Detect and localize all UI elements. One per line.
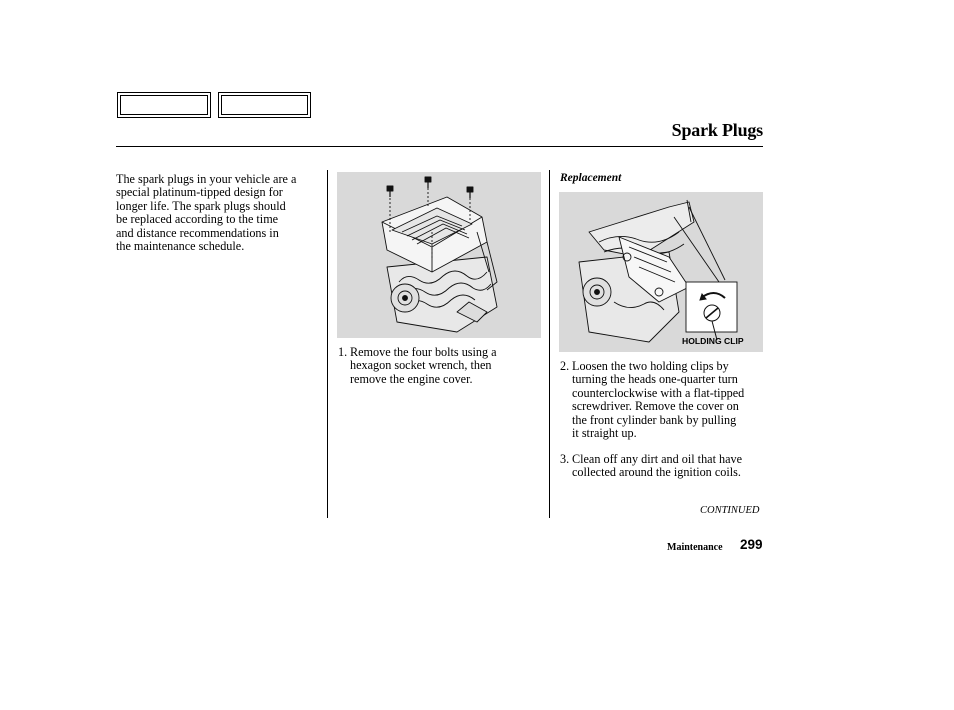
- continued-label: CONTINUED: [700, 505, 760, 516]
- header-rule: [116, 146, 763, 147]
- step-number: 1.: [338, 345, 348, 359]
- holding-clip-figure: [559, 192, 763, 352]
- section-label: Maintenance: [667, 542, 723, 553]
- engine-cover-figure: [337, 172, 541, 338]
- column-divider-1: [327, 170, 328, 518]
- replacement-heading: Replacement: [560, 172, 622, 184]
- engine-holding-clip-illustration: [559, 192, 763, 352]
- nav-button-contents[interactable]: [218, 92, 311, 118]
- step-number: 3.: [560, 452, 570, 466]
- page-number: 299: [740, 537, 763, 552]
- page-title: Spark Plugs: [671, 120, 763, 140]
- intro-paragraph: The spark plugs in your vehicle are a special platinum-tipped design for longer life. The spark plugs should be replaced according to the time and distance recommendations in the maintenance schedule.: [116, 172, 297, 254]
- holding-clip-label: HOLDING CLIP: [682, 336, 744, 346]
- column-divider-2: [549, 170, 550, 518]
- engine-cover-bolts-illustration: [337, 172, 541, 338]
- nav-button-previous[interactable]: [117, 92, 211, 118]
- step-number: 2.: [560, 359, 570, 373]
